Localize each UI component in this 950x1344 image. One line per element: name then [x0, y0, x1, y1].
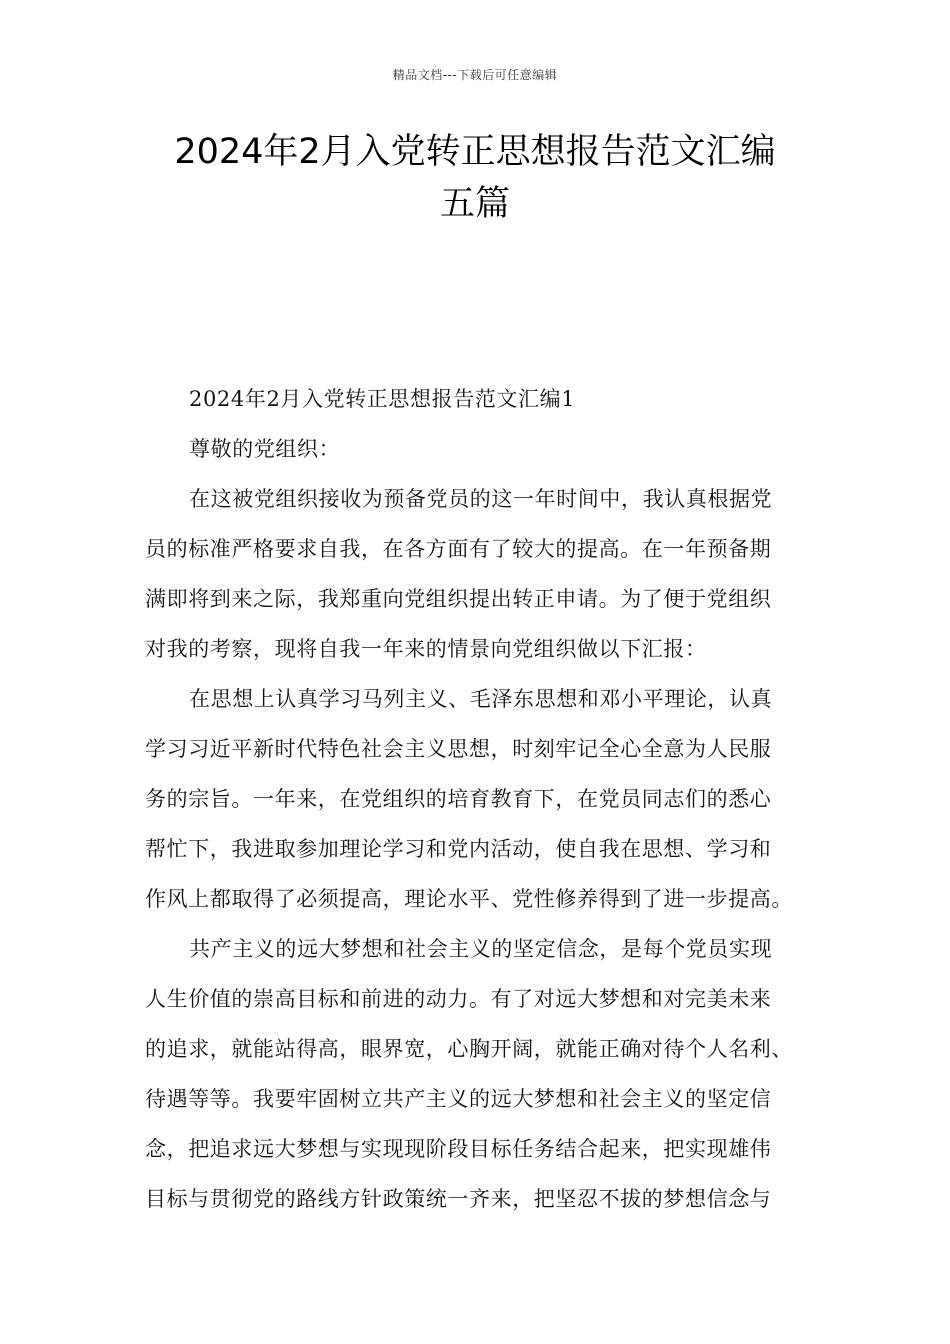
body-line: 目标与贯彻党的路线方针政策统一齐来，把坚忍不拔的梦想信念与 — [145, 1187, 772, 1211]
body-line: 学习习近平新时代特色社会主义思想，时刻牢记全心全意为人民服 — [145, 737, 772, 761]
document-body — [145, 378, 807, 1228]
body-line: 作风上都取得了必须提高，理论水平、党性修养得到了进一步提高。 — [145, 887, 793, 911]
salutation: 尊敬的党组织： — [189, 437, 341, 461]
body-line: 员的标准严格要求自我，在各方面有了较大的提高。在一年预备期 — [145, 537, 772, 561]
body-line: 帮忙下，我进取参加理论学习和党内活动，使自我在思想、学习和 — [145, 837, 772, 861]
body-line: 人生价值的崇高目标和前进的动力。有了对远大梦想和对完美未来 — [145, 987, 772, 1011]
body-line: 满即将到来之际，我郑重向党组织提出转正申请。为了便于党组织 — [145, 587, 772, 611]
body-line: 的追求，就能站得高，眼界宽，心胸开阔，就能正确对待个人名利、 — [145, 1037, 793, 1061]
document-title — [120, 126, 830, 230]
body-line: 在思想上认真学习马列主义、毛泽东思想和邓小平理论，认真 — [189, 687, 773, 711]
body-line: 务的宗旨。一年来，在党组织的培育教育下，在党员同志们的悉心 — [145, 787, 772, 811]
title-line-2: 五篇 — [439, 184, 510, 224]
body-line: 念，把追求远大梦想与实现现阶段目标任务结合起来，把实现雄伟 — [145, 1137, 772, 1161]
section-heading: 2024年2月入党转正思想报告范文汇编1 — [189, 387, 576, 411]
body-line: 共产主义的远大梦想和社会主义的坚定信念，是每个党员实现 — [189, 937, 773, 961]
title-line-1: 2024年2月入党转正思想报告范文汇编 — [174, 132, 776, 172]
body-line: 待遇等等。我要牢固树立共产主义的远大梦想和社会主义的坚定信 — [145, 1087, 772, 1111]
body-line: 在这被党组织接收为预备党员的这一年时间中，我认真根据党 — [189, 487, 773, 511]
body-line: 对我的考察，现将自我一年来的情景向党组织做以下汇报： — [145, 637, 707, 661]
header-note: 精品文档---下载后可任意编辑 — [392, 68, 558, 82]
